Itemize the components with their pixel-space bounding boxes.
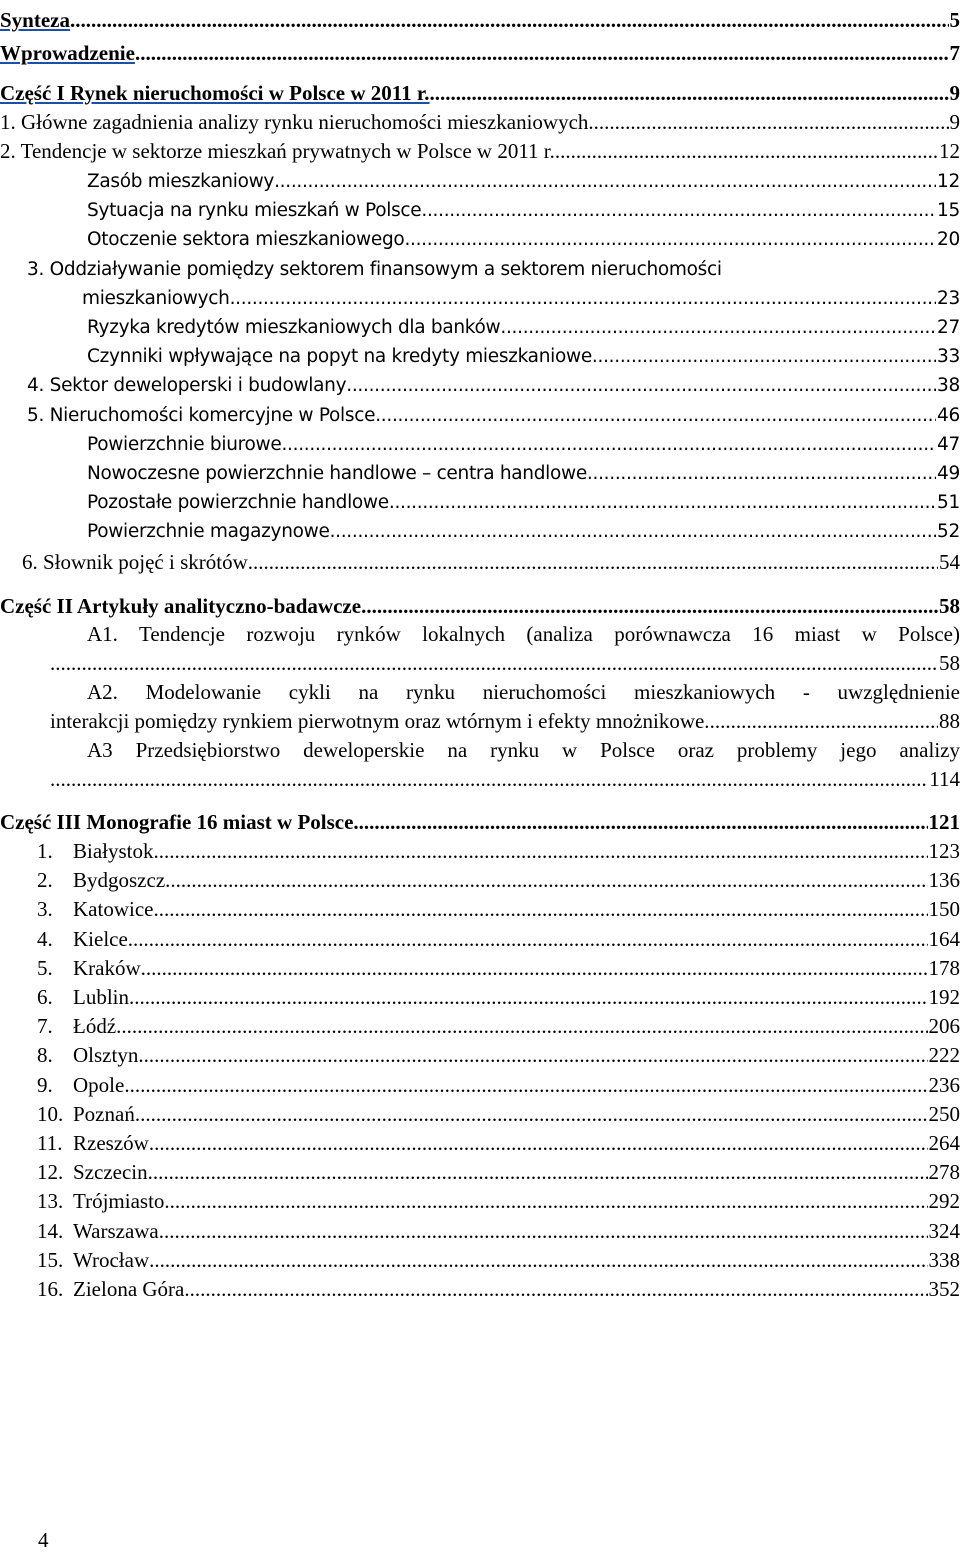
toc-entry-title[interactable]: Otoczenie sektora mieszkaniowego [87, 226, 404, 254]
city-name[interactable]: Białystok [73, 837, 154, 865]
city-number: 5. [37, 954, 73, 982]
toc-page-number: 7 [949, 39, 960, 67]
dot-leader [129, 983, 928, 1011]
toc-entry-title[interactable]: Część II Artykuły analityczno-badawcze [0, 592, 361, 620]
toc-entry-city[interactable] [0, 1071, 960, 1101]
toc-entry-city[interactable] [0, 925, 960, 955]
city-name[interactable]: Szczecin [73, 1158, 148, 1186]
toc-page-number: 46 [936, 402, 960, 430]
toc-entry-city[interactable] [0, 1158, 960, 1188]
dot-leader [353, 808, 927, 836]
dot-leader [165, 866, 927, 894]
toc-page-number: 52 [936, 518, 960, 546]
dot-leader [153, 895, 927, 923]
toc-entry-title[interactable]: A3 Przedsiębiorstwo deweloperskie na rynku w Polsce oraz problemy jego analizy [87, 736, 960, 764]
city-name[interactable]: Zielona Góra [73, 1275, 184, 1303]
toc-entry-part-1[interactable] [0, 79, 960, 109]
toc-entry-title[interactable]: Wprowadzenie [0, 39, 135, 67]
toc-entry-a2[interactable] [0, 707, 960, 737]
toc-entry-chapter-4[interactable] [0, 372, 960, 402]
toc-page-number: 114 [928, 765, 960, 793]
toc-entry-biurowe[interactable] [0, 431, 960, 461]
dot-leader [138, 1041, 927, 1069]
toc-entry-a1-line1[interactable] [0, 620, 960, 650]
dot-leader [588, 108, 948, 136]
toc-entry-a2-line1[interactable] [0, 678, 960, 708]
dot-leader [389, 489, 936, 517]
toc-entry-title[interactable]: Sytuacja na rynku mieszkań w Polsce [87, 197, 421, 225]
toc-page-number: 250 [928, 1100, 960, 1128]
city-name[interactable]: Olsztyn [73, 1041, 138, 1069]
toc-page-number: 38 [936, 372, 960, 400]
toc-page-number: 88 [938, 707, 960, 735]
toc-page-number: 324 [928, 1217, 960, 1245]
city-number: 7. [37, 1012, 73, 1040]
toc-page-number: 123 [928, 837, 960, 865]
toc-page-number: 54 [938, 548, 960, 576]
toc-entry-title[interactable]: 6. Słownik pojęć i skrótów [22, 548, 248, 576]
toc-entry-title[interactable]: Zasób mieszkaniowy [87, 168, 274, 196]
toc-page-number: 164 [928, 925, 960, 953]
toc-entry-city[interactable] [0, 1012, 960, 1042]
toc-entry-title[interactable]: Pozostałe powierzchnie handlowe [87, 489, 389, 517]
dot-leader [154, 837, 928, 865]
toc-entry-title[interactable]: 2. Tendencje w sektorze mieszkań prywatnych w Polsce w 2011 r. [0, 137, 555, 165]
city-name[interactable]: Opole [73, 1071, 124, 1099]
city-name[interactable]: Wrocław [73, 1246, 149, 1274]
toc-entry-part-2[interactable] [0, 592, 960, 622]
dot-leader [159, 1217, 928, 1245]
toc-entry-pozostale[interactable] [0, 489, 960, 519]
dot-leader [500, 314, 936, 342]
toc-entry-chapter-5[interactable] [0, 402, 960, 432]
toc-page-number: 150 [928, 895, 960, 923]
toc-entry-a1[interactable] [0, 649, 960, 679]
toc-page-number: 58 [938, 592, 960, 620]
dot-leader [421, 197, 936, 225]
city-number: 13. [37, 1187, 73, 1215]
city-name[interactable]: Lublin [73, 983, 129, 1011]
toc-page-number: 49 [936, 460, 960, 488]
toc-entry-title[interactable]: mieszkaniowych [82, 285, 230, 313]
toc-entry-title[interactable]: Powierzchnie biurowe [87, 431, 281, 459]
dot-leader [148, 1158, 928, 1186]
toc-entry-title[interactable]: A2. Modelowanie cykli na rynku nieruchomości mieszkaniowych - uwzględnienie [87, 678, 960, 706]
toc-entry-city[interactable] [0, 1129, 960, 1159]
toc-entry-chapter-3-line1[interactable] [0, 256, 960, 286]
city-name[interactable]: Łódź [73, 1012, 116, 1040]
dot-leader [149, 1246, 927, 1274]
dot-leader [124, 1071, 927, 1099]
city-number: 11. [37, 1129, 73, 1157]
toc-entry-centra-handlowe[interactable] [0, 460, 960, 490]
city-name[interactable]: Katowice [73, 895, 153, 923]
toc-entry-title[interactable]: 3. Oddziaływanie pomiędzy sektorem finansowym a sektorem nieruchomości [27, 256, 722, 284]
toc-page-number: 33 [936, 343, 960, 371]
toc-entry-title[interactable]: Część I Rynek nieruchomości w Polsce w 2011 r. [0, 79, 430, 107]
page-number: 4 [38, 1526, 49, 1554]
toc-page-number: 15 [936, 197, 960, 225]
dot-leader [135, 39, 949, 67]
dot-leader [50, 649, 938, 677]
dot-leader [248, 548, 938, 576]
toc-entry-title[interactable]: Synteza [0, 6, 70, 34]
toc-entry-city[interactable] [0, 895, 960, 925]
city-name[interactable]: Warszawa [73, 1217, 159, 1245]
city-number: 8. [37, 1041, 73, 1069]
toc-entry-title[interactable]: Czynniki wpływające na popyt na kredyty mieszkaniowe [87, 343, 592, 371]
dot-leader [116, 1012, 927, 1040]
toc-entry-wprowadzenie[interactable] [0, 39, 960, 69]
toc-entry-city[interactable] [0, 1100, 960, 1130]
city-number: 1. [37, 837, 73, 865]
toc-entry-synteza[interactable] [0, 6, 960, 36]
toc-page-number: 352 [928, 1275, 960, 1303]
toc-page-number: 47 [936, 431, 960, 459]
toc-entry-chapter-2[interactable] [0, 137, 960, 167]
toc-entry-title[interactable]: A1. Tendencje rozwoju rynków lokalnych (analiza porównawcza 16 miast w Polsce) [87, 620, 960, 648]
dot-leader [361, 592, 938, 620]
toc-entry-sytuacja[interactable] [0, 197, 960, 227]
dot-leader [184, 1275, 927, 1303]
toc-entry-magazynowe[interactable] [0, 518, 960, 548]
toc-page-number: 9 [949, 79, 960, 107]
dot-leader [141, 954, 928, 982]
toc-entry-title[interactable]: Nowoczesne powierzchnie handlowe – centra handlowe [87, 460, 587, 488]
toc-page-number: 23 [936, 285, 960, 313]
dot-leader [430, 79, 949, 107]
toc-entry-part-3[interactable] [0, 808, 960, 838]
toc-entry-chapter-1[interactable] [0, 108, 960, 138]
toc-page-number: 12 [938, 137, 960, 165]
toc-page-number: 338 [928, 1246, 960, 1274]
toc-page-number: 206 [928, 1012, 960, 1040]
toc-entry-city[interactable] [0, 1217, 960, 1247]
toc-entry-city[interactable] [0, 983, 960, 1013]
city-number: 2. [37, 866, 73, 894]
toc-entry-title[interactable]: 4. Sektor deweloperski i budowlany [27, 372, 346, 400]
dot-leader [135, 1100, 928, 1128]
toc-page-number: 20 [936, 226, 960, 254]
city-number: 9. [37, 1071, 73, 1099]
toc-page-number: 178 [928, 954, 960, 982]
city-number: 16. [37, 1275, 73, 1303]
toc-page-number: 58 [938, 649, 960, 677]
toc-entry-a3-line1[interactable] [0, 736, 960, 766]
toc-page-number: 9 [949, 108, 960, 136]
dot-leader [50, 765, 928, 793]
toc-entry-city[interactable] [0, 837, 960, 867]
dot-leader [149, 1129, 928, 1157]
toc-page-number: 5 [949, 6, 960, 34]
dot-leader [710, 707, 938, 735]
dot-leader [281, 431, 936, 459]
city-number: 15. [37, 1246, 73, 1274]
city-number: 6. [37, 983, 73, 1011]
toc-entry-chapter-6[interactable] [0, 548, 960, 578]
toc-entry-city[interactable] [0, 1275, 960, 1305]
dot-leader [330, 518, 936, 546]
toc-page-number: 264 [928, 1129, 960, 1157]
city-number: 3. [37, 895, 73, 923]
dot-leader [128, 925, 928, 953]
toc-entry-otoczenie[interactable] [0, 226, 960, 256]
toc-page-number: 121 [928, 808, 960, 836]
toc-entry-title[interactable]: 5. Nieruchomości komercyjne w Polsce [27, 402, 375, 430]
city-name[interactable]: Bydgoszcz [73, 866, 165, 894]
dot-leader [230, 285, 936, 313]
toc-page-number: 292 [928, 1187, 960, 1215]
toc-entry-czynniki[interactable] [0, 343, 960, 373]
dot-leader [555, 137, 938, 165]
toc-entry-a3[interactable] [0, 765, 960, 795]
toc-entry-title[interactable]: Powierzchnie magazynowe [87, 518, 330, 546]
toc-entry-city[interactable] [0, 866, 960, 896]
toc-page-number: 136 [928, 866, 960, 894]
toc-entry-city[interactable] [0, 954, 960, 984]
city-name[interactable]: Rzeszów [73, 1129, 149, 1157]
toc-entry-city[interactable] [0, 1187, 960, 1217]
toc-page-number: 222 [928, 1041, 960, 1069]
toc-entry-city[interactable] [0, 1041, 960, 1071]
city-number: 12. [37, 1158, 73, 1186]
dot-leader [274, 168, 936, 196]
toc-entry-city[interactable] [0, 1246, 960, 1276]
city-name[interactable]: Poznań [73, 1100, 135, 1128]
toc-page-number: 27 [936, 314, 960, 342]
dot-leader [592, 343, 936, 371]
toc-entry-chapter-3[interactable] [0, 285, 960, 315]
toc-page-number: 12 [936, 168, 960, 196]
toc-page-number: 236 [928, 1071, 960, 1099]
toc-entry-zasob[interactable] [0, 168, 960, 198]
dot-leader [346, 372, 936, 400]
dot-leader [70, 6, 949, 34]
toc-entry-title[interactable]: Ryzyka kredytów mieszkaniowych dla banków [87, 314, 500, 342]
dot-leader [587, 460, 936, 488]
city-number: 10. [37, 1100, 73, 1128]
city-number: 4. [37, 925, 73, 953]
toc-page-number: 278 [928, 1158, 960, 1186]
toc-entry-title[interactable]: 1. Główne zagadnienia analizy rynku nieruchomości mieszkaniowych [0, 108, 588, 136]
dot-leader [375, 402, 936, 430]
toc-entry-title[interactable]: Część III Monografie 16 miast w Polsce [0, 808, 353, 836]
dot-leader [404, 226, 936, 254]
city-name[interactable]: Kielce [73, 925, 128, 953]
toc-page-number: 51 [936, 489, 960, 517]
city-name[interactable]: Trójmiasto [73, 1187, 164, 1215]
toc-page-number: 192 [928, 983, 960, 1011]
city-number: 14. [37, 1217, 73, 1245]
city-name[interactable]: Kraków [73, 954, 141, 982]
dot-leader [164, 1187, 927, 1215]
toc-entry-ryzyka[interactable] [0, 314, 960, 344]
toc-entry-title[interactable]: interakcji pomiędzy rynkiem pierwotnym oraz wtórnym i efekty mnożnikowe. [50, 707, 710, 735]
